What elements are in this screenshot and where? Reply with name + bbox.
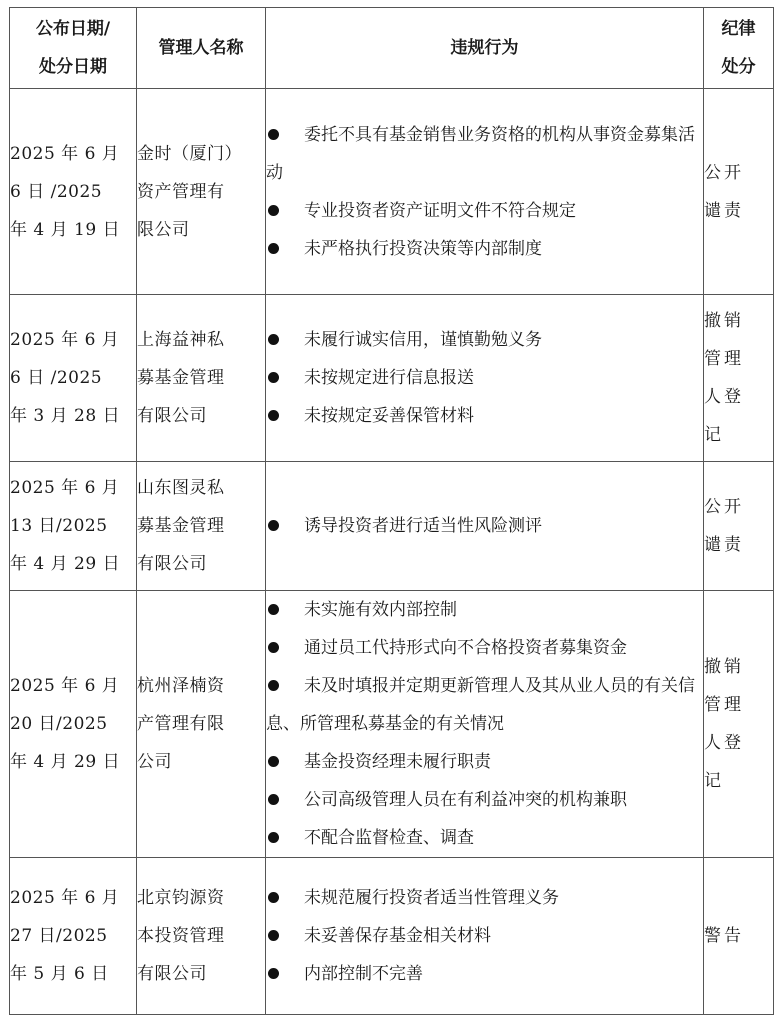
penalty-cell-line: 记: [704, 771, 724, 791]
date-cell-line: 年 3 月 28 日: [10, 406, 121, 426]
bullet-icon: [268, 832, 279, 843]
date-cell-line: 20 日/2025: [10, 714, 108, 734]
date-cell: [10, 858, 137, 1015]
violation-item: [266, 629, 703, 667]
violation-text: 未履行诚实信用，谨慎勤勉义务: [304, 330, 542, 350]
bullet-icon: [268, 604, 279, 615]
manager-name-cell-line: 募基金管理: [137, 368, 225, 388]
penalty-cell: [704, 591, 774, 858]
violation-list: [266, 879, 703, 993]
violation-text: 内部控制不完善: [304, 964, 423, 984]
date-cell-line: 年 4 月 19 日: [10, 219, 121, 240]
penalty-cell-line: 记: [704, 425, 724, 445]
violation-cell: [266, 591, 704, 858]
violation-list: [266, 321, 703, 435]
violation-item: [266, 397, 703, 435]
violation-item: [266, 917, 703, 955]
violation-list: [266, 507, 703, 545]
date-cell-line: 2025 年 6 月: [10, 478, 120, 498]
penalty-table: [9, 7, 774, 1015]
manager-name-cell-line: 有限公司: [137, 554, 207, 574]
violation-text: 未妥善保存基金相关材料: [304, 926, 491, 946]
date-cell-line: 2025 年 6 月: [10, 676, 120, 696]
violation-text: 未按规定进行信息报送: [304, 368, 474, 388]
penalty-cell-line: 公开: [704, 497, 744, 517]
penalty-cell-line: 撤销: [704, 657, 744, 677]
penalty-cell: [704, 295, 774, 462]
penalty-cell: [704, 858, 774, 1015]
date-cell-line: 27 日/2025: [10, 926, 108, 946]
violation-cell: [266, 462, 704, 591]
violation-item: [266, 230, 703, 268]
date-cell-line: 年 5 月 6 日: [10, 964, 109, 984]
manager-name-cell-line: 产管理有限: [137, 714, 225, 734]
table-row: [10, 591, 774, 858]
violation-item: [266, 321, 703, 359]
manager-name-cell: [137, 295, 266, 462]
violation-text: 通过员工代持形式向不合格投资者募集资金: [304, 638, 627, 658]
violation-item: [266, 667, 703, 743]
date-cell-line: 6 日 /2025: [10, 181, 103, 202]
violation-text: 未实施有效内部控制: [304, 600, 457, 620]
penalty-cell-line: 撤销: [704, 311, 744, 331]
penalty-cell-line: 警告: [704, 926, 744, 946]
violation-item: [266, 192, 703, 230]
manager-name-cell-line: 有限公司: [137, 406, 207, 426]
manager-name-cell: [137, 591, 266, 858]
manager-name-cell-line: 有限公司: [137, 964, 207, 984]
violation-text: 诱导投资者进行适当性风险测评: [304, 516, 542, 536]
violation-item: [266, 116, 703, 192]
penalty-cell: [704, 462, 774, 591]
violation-cell: [266, 89, 704, 295]
bullet-icon: [268, 892, 279, 903]
date-cell-line: 2025 年 6 月: [10, 330, 120, 350]
violation-item: [266, 819, 703, 857]
bullet-icon: [268, 680, 279, 691]
bullet-icon: [268, 334, 279, 345]
table-body: [10, 89, 774, 1015]
violation-item: [266, 955, 703, 993]
violation-item: [266, 781, 703, 819]
penalty-cell-line: 公开: [704, 162, 744, 183]
bullet-icon: [268, 243, 279, 254]
bullet-icon: [268, 410, 279, 421]
penalty-cell: [704, 89, 774, 295]
bullet-icon: [268, 642, 279, 653]
bullet-icon: [268, 756, 279, 767]
header-penalty-line1: 纪律: [721, 19, 756, 39]
date-cell-line: 2025 年 6 月: [10, 888, 120, 908]
penalty-cell-line: 管理: [704, 349, 744, 369]
violation-item: [266, 359, 703, 397]
manager-name-cell: [137, 89, 266, 295]
violation-text: 未按规定妥善保管材料: [304, 406, 474, 426]
table-row: [10, 89, 774, 295]
penalty-cell-line: 谴责: [704, 200, 744, 221]
violation-text: 未规范履行投资者适当性管理义务: [304, 888, 559, 908]
bullet-icon: [268, 520, 279, 531]
violation-text: 未严格执行投资决策等内部制度: [304, 238, 542, 259]
violation-text: 公司高级管理人员在有利益冲突的机构兼职: [304, 790, 627, 810]
date-cell: [10, 591, 137, 858]
bullet-icon: [268, 930, 279, 941]
violation-item: [266, 879, 703, 917]
penalty-cell-line: 人登: [704, 387, 744, 407]
bullet-icon: [268, 205, 279, 216]
violation-cell: [266, 295, 704, 462]
manager-name-cell-line: 金时（厦门）: [137, 143, 242, 164]
violation-text: 不配合监督检查、调查: [304, 828, 474, 848]
penalty-cell-line: 人登: [704, 733, 744, 753]
violation-list: [266, 116, 703, 268]
date-cell-line: 13 日/2025: [10, 516, 108, 536]
header-violation: 违规行为: [266, 8, 704, 89]
date-cell-line: 年 4 月 29 日: [10, 752, 121, 772]
manager-name-cell: [137, 462, 266, 591]
manager-name-cell: [137, 858, 266, 1015]
violation-text: 委托不具有基金销售业务资格的机构从事资金募集活动: [266, 124, 695, 183]
manager-name-cell-line: 限公司: [137, 219, 190, 240]
manager-name-cell-line: 杭州泽楠资: [137, 676, 225, 696]
violation-item: [266, 743, 703, 781]
header-penalty-line2: 处分: [721, 57, 756, 77]
table-row: [10, 462, 774, 591]
table-row: [10, 858, 774, 1015]
manager-name-cell-line: 募基金管理: [137, 516, 225, 536]
bullet-icon: [268, 129, 279, 140]
date-cell-line: 年 4 月 29 日: [10, 554, 121, 574]
violation-text: 专业投资者资产证明文件不符合规定: [304, 200, 576, 221]
violation-item: [266, 591, 703, 629]
date-cell: [10, 89, 137, 295]
violation-list: [266, 591, 703, 857]
manager-name-cell-line: 上海益神私: [137, 330, 225, 350]
date-cell: [10, 295, 137, 462]
penalty-cell-line: 谴责: [704, 535, 744, 555]
bullet-icon: [268, 968, 279, 979]
header-date: [10, 8, 137, 89]
date-cell-line: 2025 年 6 月: [10, 143, 120, 164]
bullet-icon: [268, 794, 279, 805]
manager-name-cell-line: 资产管理有: [137, 181, 225, 202]
date-cell-line: 6 日 /2025: [10, 368, 103, 388]
violation-text: 基金投资经理未履行职责: [304, 752, 491, 772]
header-row: [10, 8, 774, 89]
date-cell: [10, 462, 137, 591]
violation-text: 未及时填报并定期更新管理人及其从业人员的有关信息、所管理私募基金的有关情况: [266, 676, 695, 734]
violation-cell: [266, 858, 704, 1015]
penalty-cell-line: 管理: [704, 695, 744, 715]
violation-item: [266, 507, 703, 545]
table-row: [10, 295, 774, 462]
header-date-line1: 公布日期/: [35, 19, 111, 39]
manager-name-cell-line: 山东图灵私: [137, 478, 225, 498]
manager-name-cell-line: 公司: [137, 752, 172, 772]
manager-name-cell-line: 本投资管理: [137, 926, 225, 946]
header-date-line2: 处分日期: [39, 57, 107, 77]
header-manager: 管理人名称: [137, 8, 266, 89]
bullet-icon: [268, 372, 279, 383]
manager-name-cell-line: 北京钧源资: [137, 888, 225, 908]
header-penalty: [704, 8, 774, 89]
